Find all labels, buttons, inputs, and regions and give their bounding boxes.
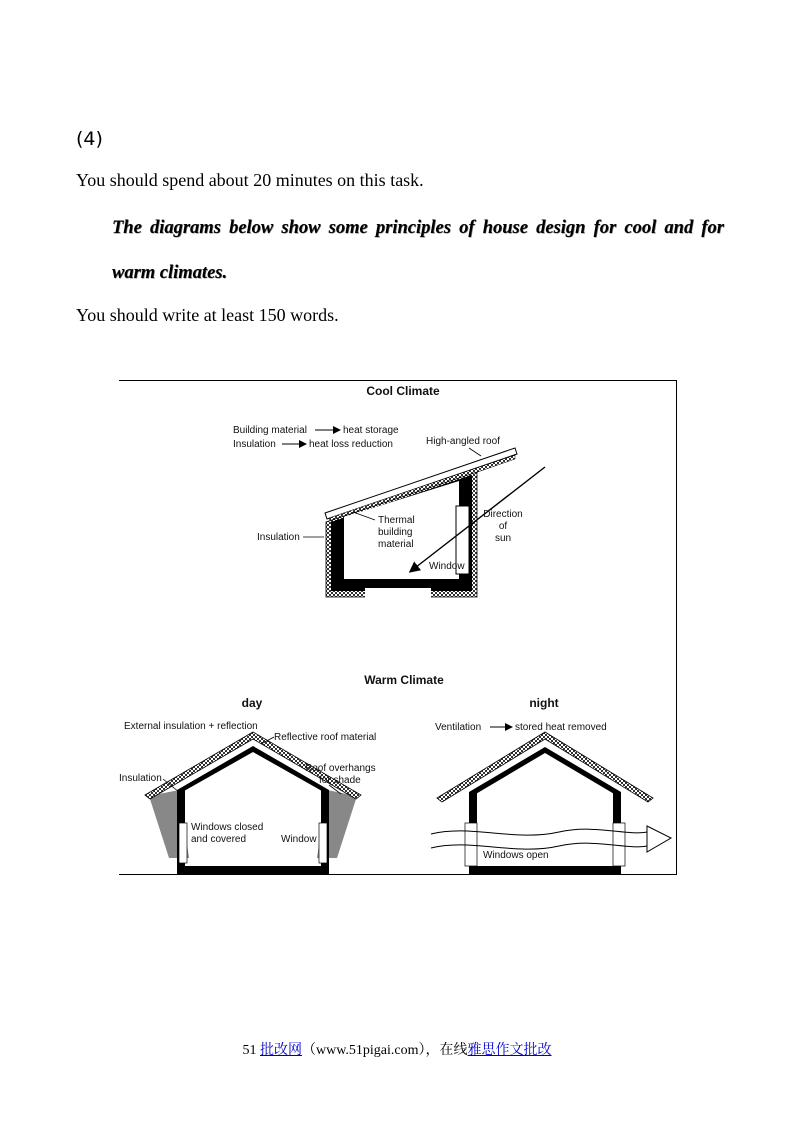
label-stored-heat: stored heat removed	[515, 722, 607, 733]
label-ventilation: Ventilation	[435, 722, 482, 733]
task-prompt: The diagrams below show some principles of house design for cool and for warm climates.	[112, 218, 724, 283]
label-building-material: Building material	[233, 425, 307, 436]
footer	[0, 1039, 794, 1059]
label-thermal-1: Thermal	[378, 515, 415, 526]
label-window: Window	[429, 561, 465, 572]
night-roof-mass	[469, 747, 621, 798]
footer-prefix: 51	[242, 1043, 260, 1058]
label-overhang-2: for shade	[319, 775, 361, 786]
day-floor	[177, 866, 329, 875]
label-external: External insulation + reflection	[124, 721, 258, 732]
task-number: (4)	[76, 128, 103, 150]
warm-night-label: night	[529, 696, 559, 710]
label-closed-2: and covered	[191, 834, 247, 845]
night-window-left	[465, 823, 477, 866]
day-window-left	[179, 823, 187, 863]
label-reflective: Reflective roof material	[274, 732, 377, 743]
label-thermal-3: material	[378, 539, 414, 550]
vent-arrowhead	[647, 826, 671, 852]
label-windows-open: Windows open	[483, 850, 549, 861]
day-window-right	[319, 823, 327, 863]
footer-link-ielts[interactable]: 雅思作文批改	[467, 1043, 552, 1058]
label-direction-3: sun	[494, 533, 512, 544]
leader-roof	[469, 448, 481, 456]
label-warm-insulation: Insulation	[119, 773, 162, 784]
time-instruction: You should spend about 20 minutes on this task.	[76, 170, 424, 190]
footer-link-pigai[interactable]: 批改网	[259, 1043, 302, 1058]
label-thermal-2: building	[378, 527, 413, 538]
label-insulation-side: Insulation	[257, 532, 300, 543]
label-high-angled-roof: High-angled roof	[426, 436, 500, 447]
label-heat-loss: heat loss reduction	[309, 439, 393, 450]
night-floor	[469, 866, 621, 875]
footer-middle: （www.51pigai.com），在线	[301, 1043, 468, 1058]
label-closed-1: Windows closed	[191, 822, 264, 833]
house-design-diagram	[119, 380, 677, 875]
label-overhang-1: Roof overhangs	[305, 763, 376, 774]
warm-day-label: day	[241, 696, 263, 710]
word-instruction: You should write at least 150 words.	[76, 305, 339, 325]
cool-floor-gap	[365, 588, 431, 598]
night-roof	[437, 732, 653, 802]
label-warm-window: Window	[281, 834, 317, 845]
label-direction-1: Direction	[483, 509, 523, 520]
warm-title: Warm Climate	[364, 673, 444, 687]
label-insulation-top: Insulation	[233, 439, 276, 450]
label-heat-storage: heat storage	[343, 425, 399, 436]
label-direction-2: of	[498, 521, 508, 532]
cool-title: Cool Climate	[366, 384, 440, 398]
night-window-right	[613, 823, 625, 866]
